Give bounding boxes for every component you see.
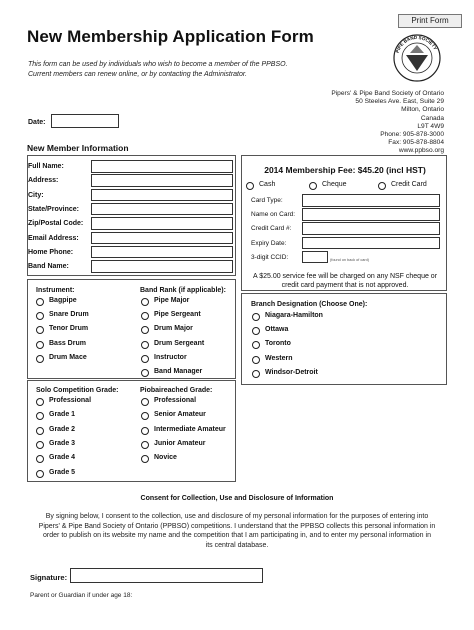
address-line: 50 Steeles Ave. East, Suite 29 xyxy=(355,98,444,106)
radio-button[interactable] xyxy=(36,412,44,420)
radio-button[interactable] xyxy=(309,182,317,190)
signature-label: Signature: xyxy=(30,573,68,582)
radio-button[interactable] xyxy=(141,326,149,334)
card-field-input[interactable] xyxy=(302,251,328,264)
radio-button[interactable] xyxy=(141,312,149,320)
card-field-input[interactable] xyxy=(302,194,440,207)
consent-title: Consent for Collection, Use and Disclosure of Information xyxy=(140,495,334,502)
option-label: Professional xyxy=(49,397,92,404)
member-field-label: Email Address: xyxy=(28,234,79,242)
option-label: Pipe Sergeant xyxy=(154,311,201,319)
card-field-label: 3-digit CCID: xyxy=(251,253,289,261)
card-field-label: Card Type: xyxy=(251,197,283,204)
option-label: Snare Drum xyxy=(49,311,89,319)
member-field-input[interactable] xyxy=(91,246,233,259)
radio-button[interactable] xyxy=(252,327,260,335)
address-line: L9T 4W9 xyxy=(417,122,444,130)
member-field-label: Zip/Postal Code: xyxy=(28,220,84,228)
radio-button[interactable] xyxy=(36,355,44,363)
option-label: Toronto xyxy=(265,340,291,348)
option-label: Senior Amateur xyxy=(154,411,206,419)
option-label: Bass Drum xyxy=(49,339,86,347)
fee-title: 2014 Membership Fee: $45.20 (incl HST) xyxy=(264,165,426,175)
option-label: Windsor-Detroit xyxy=(265,368,318,376)
page-title: New Membership Application Form xyxy=(27,27,314,46)
fee-panel xyxy=(241,155,447,291)
society-logo xyxy=(392,33,442,83)
radio-button[interactable] xyxy=(252,356,260,364)
option-label: Credit Card xyxy=(391,181,427,188)
option-label: Niagara-Hamilton xyxy=(265,312,323,319)
guardian-label: Parent or Guardian if under age 18: xyxy=(30,592,133,599)
option-label: Grade 4 xyxy=(49,454,76,462)
radio-button[interactable] xyxy=(36,326,44,334)
solo-title: Solo Competition Grade: xyxy=(36,387,119,394)
grade-panel xyxy=(27,380,236,482)
intro-text xyxy=(28,60,288,80)
member-field-label: Home Phone: xyxy=(28,248,74,256)
card-field-input[interactable] xyxy=(302,237,440,250)
option-label: Cheque xyxy=(322,181,347,188)
radio-button[interactable] xyxy=(36,298,44,306)
option-label: Drum Sergeant xyxy=(154,339,205,347)
member-field-label: Address: xyxy=(28,177,59,185)
address-line: Fax: 905-878-8804 xyxy=(388,139,444,147)
radio-button[interactable] xyxy=(252,341,260,349)
nsf-line: credit card payment that is not approved. xyxy=(281,282,409,289)
member-field-label: Full Name: xyxy=(28,163,64,170)
member-field-input[interactable] xyxy=(91,174,233,187)
option-label: Grade 3 xyxy=(49,439,76,447)
option-label: Ottawa xyxy=(265,326,289,334)
member-field-input[interactable] xyxy=(91,217,233,230)
option-label: Novice xyxy=(154,454,177,462)
option-label: Pipe Major xyxy=(154,297,190,304)
radio-button[interactable] xyxy=(246,182,254,190)
radio-button[interactable] xyxy=(141,455,149,463)
card-field-input[interactable] xyxy=(302,222,440,235)
nsf-line: A $25.00 service fee will be charged on any NSF cheque or xyxy=(252,273,438,280)
option-label: Drum Major xyxy=(154,325,193,333)
radio-button[interactable] xyxy=(36,470,44,478)
radio-button[interactable] xyxy=(141,369,149,377)
member-field-input[interactable] xyxy=(91,189,233,202)
option-label: Western xyxy=(265,354,293,362)
option-label: Grade 5 xyxy=(49,468,76,476)
option-label: Professional xyxy=(154,397,197,404)
radio-button[interactable] xyxy=(36,427,44,435)
radio-button[interactable] xyxy=(141,427,149,435)
radio-button[interactable] xyxy=(36,312,44,320)
member-field-label: City: xyxy=(28,191,44,199)
address-line: Pipers' & Pipe Band Society of Ontario xyxy=(331,90,444,97)
instrument-panel xyxy=(27,279,236,379)
piob-title: Piobaireached Grade: xyxy=(140,387,213,394)
print-form-button[interactable]: Print Form xyxy=(398,14,462,28)
address-line: Canada xyxy=(420,114,444,122)
radio-button[interactable] xyxy=(36,398,44,406)
member-field-input[interactable] xyxy=(91,232,233,245)
ccid-hint: (found on back of card) xyxy=(330,258,370,262)
radio-button[interactable] xyxy=(36,441,44,449)
radio-button[interactable] xyxy=(141,398,149,406)
option-label: Drum Mace xyxy=(49,353,87,361)
radio-button[interactable] xyxy=(36,341,44,349)
member-field-label: State/Province: xyxy=(28,205,79,213)
member-field-input[interactable] xyxy=(91,203,233,216)
nsf-notice xyxy=(242,272,448,290)
consent-body xyxy=(30,512,444,550)
radio-button[interactable] xyxy=(36,455,44,463)
option-label: Cash xyxy=(259,181,276,188)
signature-input[interactable] xyxy=(70,568,263,583)
member-info-panel xyxy=(27,155,236,276)
radio-button[interactable] xyxy=(141,441,149,449)
radio-button[interactable] xyxy=(141,341,149,349)
date-label: Date: xyxy=(28,119,46,126)
member-field-label: Band Name: xyxy=(28,263,69,271)
radio-button[interactable] xyxy=(141,412,149,420)
branch-panel xyxy=(241,293,447,385)
consent-line: its central database. xyxy=(205,541,269,549)
address-line: www.ppbso.org xyxy=(398,147,444,155)
option-label: Intermediate Amateur xyxy=(154,425,226,433)
member-field-input[interactable] xyxy=(91,160,233,173)
radio-button[interactable] xyxy=(252,370,260,378)
consent-line: By signing below, I consent to the collection, use and disclosure of my personal information for the purposes of entering into xyxy=(45,513,429,520)
radio-button[interactable] xyxy=(141,298,149,306)
card-field-label: Credit Card #: xyxy=(251,225,292,233)
member-field-input[interactable] xyxy=(91,260,233,273)
option-label: Tenor Drum xyxy=(49,325,89,333)
member-info-title: New Member Information xyxy=(27,143,129,153)
address-line: Milton, Ontario xyxy=(401,106,444,114)
card-field-input[interactable] xyxy=(302,208,440,221)
option-label: Junior Amateur xyxy=(154,439,206,447)
date-input[interactable] xyxy=(51,114,119,128)
option-label: Instructor xyxy=(154,353,187,361)
logo-text: PIPE BAND SOCIETY xyxy=(394,34,438,54)
intro-line: Current members can renew online, or by contacting the Administrator. xyxy=(28,71,247,78)
branch-title: Branch Designation (Choose One): xyxy=(251,301,368,308)
consent-line: order to publish on its website my name and the competition that I am participating in, and to enter my personal information in xyxy=(43,532,431,539)
radio-button[interactable] xyxy=(378,182,386,190)
radio-button[interactable] xyxy=(141,355,149,363)
card-field-label: Name on Card: xyxy=(251,211,296,219)
option-label: Bagpipe xyxy=(49,297,77,304)
band-rank-title: Band Rank (if applicable): xyxy=(140,287,226,294)
option-label: Grade 1 xyxy=(49,411,76,419)
instrument-title: Instrument: xyxy=(36,287,75,294)
card-field-label: Expiry Date: xyxy=(251,239,287,247)
option-label: Grade 2 xyxy=(49,425,76,433)
society-address xyxy=(331,90,444,156)
intro-line: This form can be used by individuals who wish to become a member of the PPBSO. xyxy=(28,61,288,68)
address-line: Phone: 905-878-3000 xyxy=(380,131,444,139)
option-label: Band Manager xyxy=(154,368,203,375)
radio-button[interactable] xyxy=(252,313,260,321)
consent-line: Pipers' & Pipe Band Society of Ontario (PPBSO) competitions. I understand that the PPBSO collects this personal information in xyxy=(38,522,436,530)
